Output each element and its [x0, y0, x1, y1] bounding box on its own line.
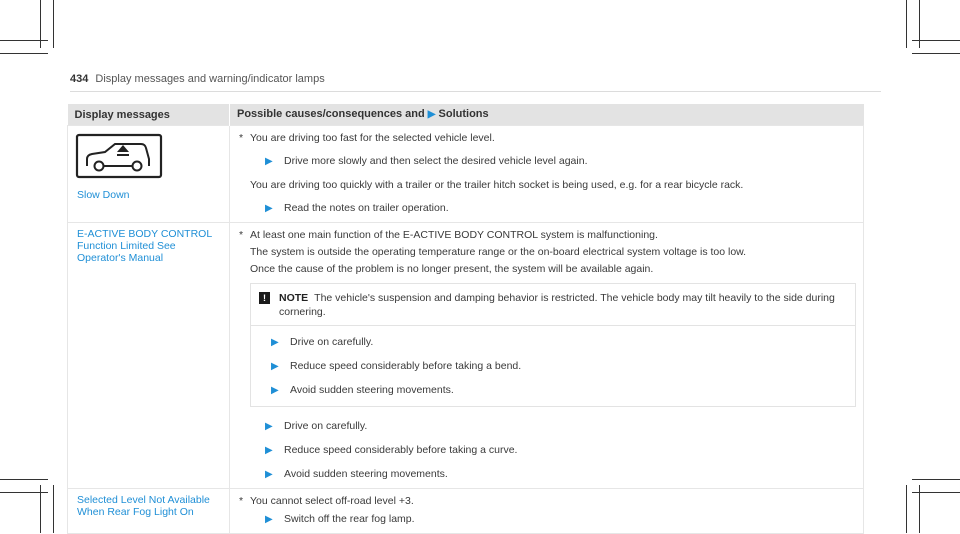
solution-step	[259, 335, 847, 350]
arrow-right-icon: ▶	[265, 445, 273, 456]
table-header-row	[68, 104, 864, 126]
cause-text	[239, 262, 856, 276]
cause-label: You are driving too fast for the selected vehicle level.	[250, 132, 495, 144]
page-number: 434	[70, 73, 89, 85]
step-label: Reduce speed considerably before taking a bend.	[290, 360, 522, 372]
cause-text	[239, 245, 856, 259]
arrow-right-icon: ▶	[265, 469, 273, 480]
header-label: Possible causes/consequences and	[237, 108, 425, 120]
arrow-right-icon: ▶	[427, 109, 436, 120]
crop-mark	[906, 0, 907, 48]
cause-text	[239, 494, 856, 508]
header-display-messages	[68, 104, 230, 126]
cause-label: At least one main function of the E-ACTIVE BODY CONTROL system is malfunctioning.	[250, 229, 658, 241]
solution-step	[239, 467, 856, 482]
step-label: Avoid sudden steering movements.	[284, 468, 448, 480]
page-title: Display messages and warning/indicator lamps	[95, 73, 325, 85]
solutions-cell	[230, 126, 864, 223]
note-text	[259, 291, 847, 319]
header-label: Display messages	[74, 108, 170, 121]
note-label: NOTE	[279, 292, 309, 304]
arrow-right-icon: ▶	[271, 361, 279, 372]
cause-marker: *	[239, 229, 244, 241]
crop-mark	[0, 492, 48, 493]
message-cell	[68, 223, 230, 489]
arrow-right-icon: ▶	[271, 337, 279, 348]
solution-step	[239, 201, 856, 216]
message-cell	[68, 126, 230, 223]
note-box	[250, 283, 856, 407]
cause-label: You cannot select off-road level +3.	[250, 495, 414, 507]
header-divider	[70, 91, 881, 92]
cause-marker: *	[239, 132, 244, 144]
step-label: Read the notes on trailer operation.	[284, 202, 449, 214]
solution-step	[239, 419, 856, 434]
arrow-right-icon: ▶	[265, 514, 273, 525]
cause-label: The system is outside the operating temperature range or the on-board electrical system voltage is too low.	[250, 246, 747, 258]
step-label: Drive more slowly and then select the desired vehicle level again.	[284, 155, 588, 167]
crop-mark	[0, 53, 48, 54]
cause-label: You are driving too quickly with a trailer or the trailer hitch socket is being used, e.g. for a rear bicycle rack.	[250, 179, 744, 191]
table-row	[68, 223, 864, 489]
vehicle-level-warning-icon	[75, 133, 163, 179]
crop-mark	[0, 40, 48, 41]
message-cell	[68, 489, 230, 534]
note-body: The vehicle's suspension and damping behavior is restricted. The vehicle body may tilt heavily to the side during cornering.	[279, 292, 835, 318]
page-header	[70, 73, 325, 85]
crop-mark	[906, 485, 907, 533]
warning-icon: !	[259, 292, 270, 304]
crop-mark	[912, 53, 960, 54]
crop-mark	[912, 40, 960, 41]
solution-step	[259, 383, 847, 398]
solution-step	[239, 154, 856, 169]
arrow-right-icon: ▶	[265, 421, 273, 432]
arrow-right-icon: ▶	[265, 156, 273, 167]
cause-label: Once the cause of the problem is no longer present, the system will be available again.	[250, 263, 654, 275]
step-label: Switch off the rear fog lamp.	[284, 513, 415, 525]
step-label: Reduce speed considerably before taking a curve.	[284, 444, 518, 456]
solution-step	[239, 512, 856, 527]
solution-step	[239, 443, 856, 458]
solutions-cell	[230, 489, 864, 534]
cause-marker: *	[239, 495, 244, 507]
crop-mark	[912, 479, 960, 480]
crop-mark	[53, 485, 54, 533]
cause-text	[239, 178, 856, 192]
display-message-selected-level: Selected Level Not Available When Rear Fog Light On	[77, 494, 210, 518]
table-row	[68, 489, 864, 534]
solution-step	[259, 359, 847, 374]
cause-text	[239, 228, 856, 242]
display-message-eabc: E-ACTIVE BODY CONTROL Function Limited See Operator's Manual	[77, 228, 212, 264]
display-message-slow-down: Slow Down	[77, 189, 130, 201]
note-steps	[251, 325, 855, 398]
header-causes-solutions	[230, 104, 864, 126]
header-label: Solutions	[438, 108, 489, 120]
cause-text	[239, 131, 856, 145]
table-row	[68, 126, 864, 223]
crop-mark	[912, 492, 960, 493]
crop-mark	[0, 479, 48, 480]
arrow-right-icon: ▶	[265, 203, 273, 214]
step-label: Drive on carefully.	[284, 420, 368, 432]
display-messages-table	[67, 104, 864, 534]
solutions-cell	[230, 223, 864, 489]
step-label: Drive on carefully.	[290, 336, 374, 348]
step-label: Avoid sudden steering movements.	[290, 384, 454, 396]
arrow-right-icon: ▶	[271, 385, 279, 396]
crop-mark	[53, 0, 54, 48]
